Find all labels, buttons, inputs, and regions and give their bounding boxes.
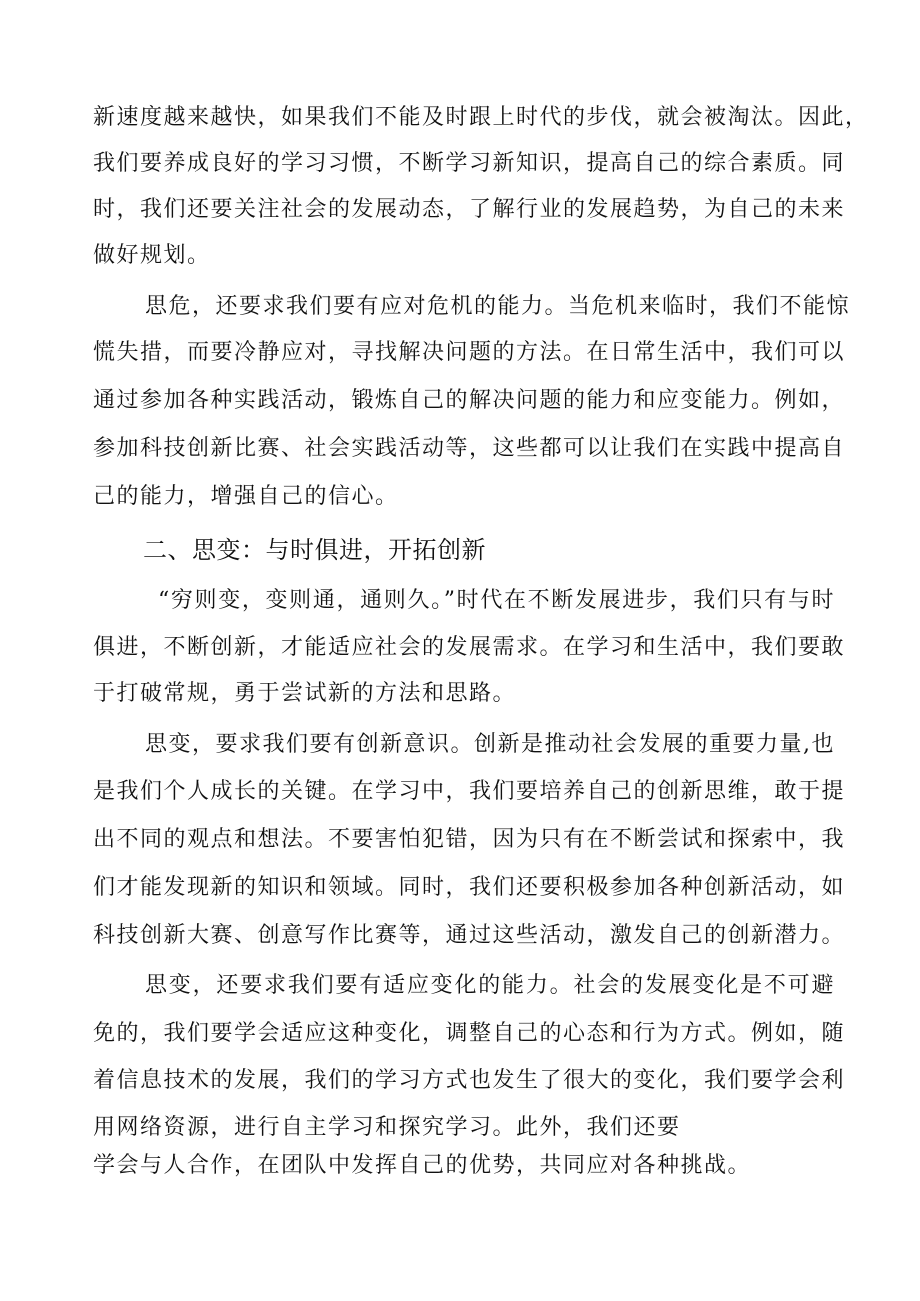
paragraph-line: 己的能力，增强自己的信心。	[93, 484, 399, 509]
paragraph-line: 出不同的观点和想法。不要害怕犯错，因为只有在不断尝试和探索中，我	[93, 827, 846, 852]
paragraph-line: 学会与人合作，在团队中发挥自己的优势，共同应对各种挑战。	[93, 1153, 752, 1178]
paragraph-line: 于打破常规，勇于尝试新的方法和思路。	[93, 681, 517, 706]
paragraph-line: 俱进，不断创新，才能适应社会的发展需求。在学习和生活中，我们要敢	[93, 635, 846, 660]
paragraph-line: 免的，我们要学会适应这种变化，调整自己的心态和行为方式。例如，随	[93, 1021, 846, 1046]
paragraph-line: 新速度越来越快，如果我们不能及时跟上时代的步伐，就会被淘汰。因此，	[93, 105, 869, 130]
paragraph-line: 思变，要求我们要有创新意识。创新是推动社会发展的重要力量,也	[145, 732, 835, 757]
section-heading: 二、思变：与时俱进，开拓创新	[143, 536, 486, 564]
paragraph-line: 们才能发现新的知识和领域。同时，我们还要积极参加各种创新活动，如	[93, 875, 846, 900]
paragraph-line: 科技创新大赛、创意写作比赛等，通过这些活动，激发自己的创新潜力。	[93, 923, 846, 948]
paragraph-line: “穷则变，变则通，通则久。”时代在不断发展进步，我们只有与时	[158, 588, 835, 613]
paragraph-line: 思危，还要求我们要有应对危机的能力。当危机来临时，我们不能惊	[145, 294, 851, 319]
paragraph-line: 慌失措，而要冷静应对，寻找解决问题的方法。在日常生活中，我们可以	[93, 340, 846, 365]
paragraph-line: 我们要养成良好的学习习惯，不断学习新知识，提高自己的综合素质。同	[93, 151, 846, 176]
paragraph-line: 着信息技术的发展，我们的学习方式也发生了很大的变化，我们要学会利	[93, 1068, 846, 1093]
paragraph-line: 思变，还要求我们要有适应变化的能力。社会的发展变化是不可避	[145, 973, 835, 998]
paragraph-line: 是我们个人成长的关键。在学习中，我们要培养自己的创新思维，敢于提	[93, 779, 846, 804]
paragraph-line: 做好规划。	[93, 243, 211, 268]
paragraph-line: 用网络资源，进行自主学习和探究学习。此外，我们还要	[93, 1115, 681, 1140]
paragraph-line: 时，我们还要关注社会的发展动态，了解行业的发展趋势，为自己的未来	[93, 197, 846, 222]
paragraph-line: 参加科技创新比赛、社会实践活动等，这些都可以让我们在实践中提高自	[93, 436, 846, 461]
paragraph-line: 通过参加各种实践活动，锻炼自己的解决问题的能力和应变能力。例如，	[93, 388, 846, 413]
